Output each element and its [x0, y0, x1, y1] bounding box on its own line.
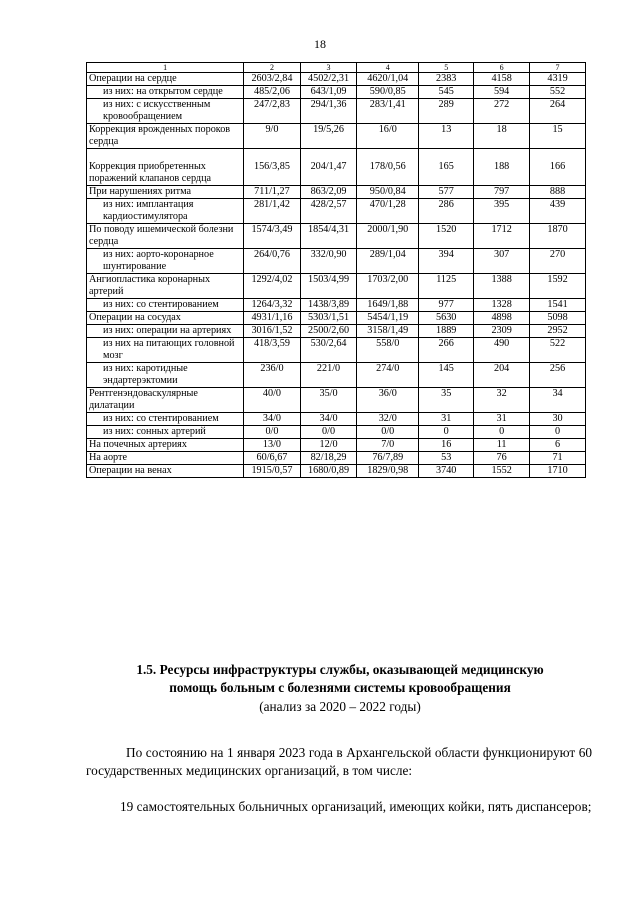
value-cell: 0/0	[244, 426, 301, 439]
row-label: из них: с искусственным кровообращением	[87, 99, 244, 124]
value-cell: 16	[419, 439, 474, 452]
row-label: из них: со стентированием	[87, 413, 244, 426]
value-cell: 439	[530, 199, 586, 224]
value-cell: 34	[530, 388, 586, 413]
table-row	[87, 413, 586, 426]
statistics-table	[86, 62, 586, 478]
value-cell: 188	[474, 149, 530, 186]
value-cell: 18	[474, 124, 530, 149]
value-cell: 428/2,57	[300, 199, 357, 224]
header-cell: 1	[87, 63, 244, 73]
value-cell: 266	[419, 338, 474, 363]
value-cell: 2000/1,90	[357, 224, 419, 249]
value-cell: 15	[530, 124, 586, 149]
value-cell: 264/0,76	[244, 249, 301, 274]
table-row	[87, 199, 586, 224]
section-subtitle: (анализ за 2020 – 2022 годы)	[259, 699, 421, 714]
value-cell: 332/0,90	[300, 249, 357, 274]
section-title-line: 1.5. Ресурсы инфраструктуры службы, оказывающей медицинскую	[136, 662, 544, 677]
value-cell: 40/0	[244, 388, 301, 413]
value-cell: 1854/4,31	[300, 224, 357, 249]
value-cell: 236/0	[244, 363, 301, 388]
table-row	[87, 249, 586, 274]
header-cell: 2	[244, 63, 301, 73]
value-cell: 13	[419, 124, 474, 149]
value-cell: 2603/2,84	[244, 73, 301, 86]
value-cell: 1592	[530, 274, 586, 299]
value-cell: 4620/1,04	[357, 73, 419, 86]
row-label: По поводу ишемической болезни сердца	[87, 224, 244, 249]
value-cell: 7/0	[357, 439, 419, 452]
value-cell: 35	[419, 388, 474, 413]
value-cell: 394	[419, 249, 474, 274]
table-row	[87, 224, 586, 249]
row-label: из них: имплантация кардиостимулятора	[87, 199, 244, 224]
value-cell: 530/2,64	[300, 338, 357, 363]
table-row	[87, 363, 586, 388]
value-cell: 590/0,85	[357, 86, 419, 99]
value-cell: 12/0	[300, 439, 357, 452]
value-cell: 3158/1,49	[357, 325, 419, 338]
value-cell: 3016/1,52	[244, 325, 301, 338]
table-row	[87, 186, 586, 199]
value-cell: 0	[474, 426, 530, 439]
value-cell: 4931/1,16	[244, 312, 301, 325]
value-cell: 1870	[530, 224, 586, 249]
row-label: из них: каротидные эндартерэктомии	[87, 363, 244, 388]
value-cell: 4898	[474, 312, 530, 325]
table-row	[87, 299, 586, 312]
value-cell: 76	[474, 452, 530, 465]
value-cell: 0	[419, 426, 474, 439]
value-cell: 1125	[419, 274, 474, 299]
value-cell: 204	[474, 363, 530, 388]
body-paragraph: 19 самостоятельных больничных организаций, имеющих койки, пять диспансеров;	[120, 799, 592, 814]
value-cell: 30	[530, 413, 586, 426]
value-cell: 1703/2,00	[357, 274, 419, 299]
value-cell: 9/0	[244, 124, 301, 149]
value-cell: 204/1,47	[300, 149, 357, 186]
section-title-line: помощь больным с болезнями системы кровообращения	[169, 680, 511, 695]
value-cell: 286	[419, 199, 474, 224]
value-cell: 34/0	[244, 413, 301, 426]
value-cell: 977	[419, 299, 474, 312]
value-cell: 1574/3,49	[244, 224, 301, 249]
value-cell: 0/0	[357, 426, 419, 439]
table-row	[87, 465, 586, 478]
value-cell: 53	[419, 452, 474, 465]
value-cell: 950/0,84	[357, 186, 419, 199]
value-cell: 797	[474, 186, 530, 199]
value-cell: 35/0	[300, 388, 357, 413]
value-cell: 82/18,29	[300, 452, 357, 465]
value-cell: 1552	[474, 465, 530, 478]
table-row	[87, 99, 586, 124]
value-cell: 1264/3,32	[244, 299, 301, 312]
value-cell: 522	[530, 338, 586, 363]
table-row	[87, 149, 586, 186]
value-cell: 31	[419, 413, 474, 426]
value-cell: 711/1,27	[244, 186, 301, 199]
row-label: На почечных артериях	[87, 439, 244, 452]
value-cell: 36/0	[357, 388, 419, 413]
value-cell: 76/7,89	[357, 452, 419, 465]
value-cell: 264	[530, 99, 586, 124]
table-row	[87, 452, 586, 465]
value-cell: 0	[530, 426, 586, 439]
value-cell: 1712	[474, 224, 530, 249]
value-cell: 545	[419, 86, 474, 99]
value-cell: 4158	[474, 73, 530, 86]
value-cell: 552	[530, 86, 586, 99]
header-cell: 6	[474, 63, 530, 73]
table-row	[87, 274, 586, 299]
value-cell: 289/1,04	[357, 249, 419, 274]
row-label: Операции на венах	[87, 465, 244, 478]
row-label: из них: со стентированием	[87, 299, 244, 312]
value-cell: 71	[530, 452, 586, 465]
value-cell: 4502/2,31	[300, 73, 357, 86]
header-cell: 5	[419, 63, 474, 73]
value-cell: 5098	[530, 312, 586, 325]
row-label: из них на питающих головной мозг	[87, 338, 244, 363]
value-cell: 577	[419, 186, 474, 199]
value-cell: 178/0,56	[357, 149, 419, 186]
value-cell: 490	[474, 338, 530, 363]
row-label: Операции на сердце	[87, 73, 244, 86]
table-row	[87, 124, 586, 149]
row-label: из них: сонных артерий	[87, 426, 244, 439]
value-cell: 13/0	[244, 439, 301, 452]
row-label: Ангиопластика коронарных артерий	[87, 274, 244, 299]
value-cell: 4319	[530, 73, 586, 86]
value-cell: 1503/4,99	[300, 274, 357, 299]
value-cell: 1915/0,57	[244, 465, 301, 478]
row-label: Операции на сосудах	[87, 312, 244, 325]
value-cell: 5454/1,19	[357, 312, 419, 325]
value-cell: 16/0	[357, 124, 419, 149]
value-cell: 1889	[419, 325, 474, 338]
body-paragraph: По состоянию на 1 января 2023 года в Архангельской области функционируют 60 государственных медицинских организаций, в том числе:	[86, 745, 592, 778]
row-label: При нарушениях ритма	[87, 186, 244, 199]
table-row	[87, 73, 586, 86]
value-cell: 5630	[419, 312, 474, 325]
value-cell: 60/6,67	[244, 452, 301, 465]
value-cell: 1541	[530, 299, 586, 312]
table-row	[87, 388, 586, 413]
value-cell: 1649/1,88	[357, 299, 419, 312]
row-label: из них: на открытом сердце	[87, 86, 244, 99]
value-cell: 2309	[474, 325, 530, 338]
row-label: Рентгенэндоваскулярные дилатации	[87, 388, 244, 413]
table-row	[87, 338, 586, 363]
value-cell: 32/0	[357, 413, 419, 426]
value-cell: 1388	[474, 274, 530, 299]
value-cell: 32	[474, 388, 530, 413]
value-cell: 289	[419, 99, 474, 124]
header-cell: 4	[357, 63, 419, 73]
value-cell: 418/3,59	[244, 338, 301, 363]
value-cell: 558/0	[357, 338, 419, 363]
value-cell: 5303/1,51	[300, 312, 357, 325]
value-cell: 256	[530, 363, 586, 388]
value-cell: 19/5,26	[300, 124, 357, 149]
table-row	[87, 439, 586, 452]
value-cell: 863/2,09	[300, 186, 357, 199]
value-cell: 145	[419, 363, 474, 388]
value-cell: 34/0	[300, 413, 357, 426]
table-row	[87, 312, 586, 325]
value-cell: 11	[474, 439, 530, 452]
value-cell: 2952	[530, 325, 586, 338]
value-cell: 281/1,42	[244, 199, 301, 224]
value-cell: 283/1,41	[357, 99, 419, 124]
value-cell: 247/2,83	[244, 99, 301, 124]
value-cell: 31	[474, 413, 530, 426]
value-cell: 307	[474, 249, 530, 274]
section-title	[90, 661, 590, 697]
row-label: Коррекция врожденных пороков сердца	[87, 124, 244, 149]
value-cell: 6	[530, 439, 586, 452]
value-cell: 1328	[474, 299, 530, 312]
value-cell: 395	[474, 199, 530, 224]
value-cell: 1292/4,02	[244, 274, 301, 299]
value-cell: 2383	[419, 73, 474, 86]
value-cell: 3740	[419, 465, 474, 478]
header-cell: 3	[300, 63, 357, 73]
value-cell: 166	[530, 149, 586, 186]
value-cell: 165	[419, 149, 474, 186]
value-cell: 1710	[530, 465, 586, 478]
row-label: Коррекция приобретенных поражений клапанов сердца	[87, 149, 244, 186]
table-header-row	[87, 63, 586, 73]
header-cell: 7	[530, 63, 586, 73]
table-row	[87, 86, 586, 99]
value-cell: 294/1,36	[300, 99, 357, 124]
page-number: 18	[314, 37, 326, 51]
value-cell: 156/3,85	[244, 149, 301, 186]
value-cell: 0/0	[300, 426, 357, 439]
row-label: из них: аорто-коронарное шунтирование	[87, 249, 244, 274]
row-label: из них: операции на артериях	[87, 325, 244, 338]
value-cell: 470/1,28	[357, 199, 419, 224]
value-cell: 888	[530, 186, 586, 199]
value-cell: 274/0	[357, 363, 419, 388]
value-cell: 270	[530, 249, 586, 274]
value-cell: 272	[474, 99, 530, 124]
value-cell: 643/1,09	[300, 86, 357, 99]
value-cell: 1680/0,89	[300, 465, 357, 478]
value-cell: 1829/0,98	[357, 465, 419, 478]
table-row	[87, 325, 586, 338]
row-label: На аорте	[87, 452, 244, 465]
value-cell: 485/2,06	[244, 86, 301, 99]
value-cell: 2500/2,60	[300, 325, 357, 338]
value-cell: 221/0	[300, 363, 357, 388]
value-cell: 1520	[419, 224, 474, 249]
value-cell: 594	[474, 86, 530, 99]
value-cell: 1438/3,89	[300, 299, 357, 312]
table-row	[87, 426, 586, 439]
